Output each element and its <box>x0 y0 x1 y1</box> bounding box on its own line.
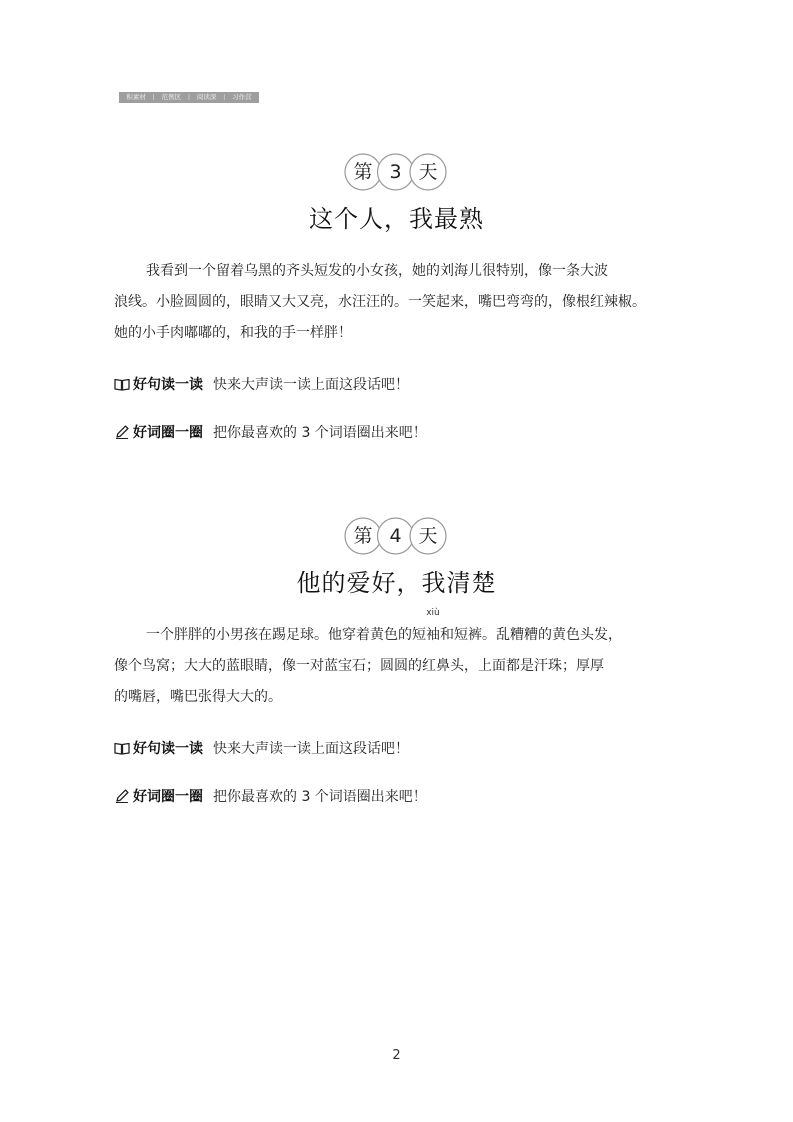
circle-task-text: 把你最喜欢的 3 个词语圈出来吧！ <box>213 425 427 441</box>
badge-char: 第 <box>353 525 373 547</box>
passage <box>114 608 680 713</box>
pinyin: xiù <box>426 608 440 618</box>
read-task <box>114 738 409 758</box>
pencil-icon <box>114 424 130 440</box>
passage-line: 她的小手肉嘟嘟的，和我的手一样胖！ <box>114 325 352 341</box>
day-badge <box>343 152 448 192</box>
tag-item: 习作营 <box>232 93 252 101</box>
ruby-base: 袖 <box>426 627 440 643</box>
circle-task <box>114 422 427 442</box>
read-task-text: 快来大声读一读上面这段话吧！ <box>213 741 409 757</box>
tag-item: 阅读深 <box>196 93 217 101</box>
circle-task <box>114 786 427 806</box>
tag-separator: | <box>187 93 191 101</box>
passage <box>114 256 680 349</box>
page-number: 2 <box>392 1048 401 1063</box>
badge-char: 天 <box>418 525 438 547</box>
circle-task-label: 好词圈一圈 <box>133 425 203 441</box>
read-task-label: 好句读一读 <box>133 377 203 393</box>
day-badge <box>343 516 448 556</box>
badge-number: 3 <box>389 161 402 183</box>
passage-line: 的嘴唇，嘴巴张得大大的。 <box>114 689 282 705</box>
badge-number: 4 <box>389 525 402 547</box>
open-book-icon <box>114 740 130 756</box>
read-task <box>114 374 409 394</box>
tag-item: 范例区 <box>161 93 182 101</box>
read-task-text: 快来大声读一读上面这段话吧！ <box>213 377 409 393</box>
circle-task-label: 好词圈一圈 <box>133 789 203 805</box>
header-tag-bar <box>119 92 259 103</box>
passage-text: 一个胖胖的小男孩在踢足球。他穿着黄色的短 <box>146 627 426 643</box>
passage-text: 和短裤。乱糟糟的黄色头发， <box>440 627 622 643</box>
section-title: 这个人，我最熟 <box>309 205 484 233</box>
badge-char: 第 <box>353 161 373 183</box>
tag-separator: | <box>152 93 155 101</box>
circle-task-text: 把你最喜欢的 3 个词语圈出来吧！ <box>213 789 427 805</box>
open-book-icon <box>114 376 130 392</box>
tag-separator: | <box>223 93 226 101</box>
badge-char: 天 <box>418 161 438 183</box>
read-task-label: 好句读一读 <box>133 741 203 757</box>
passage-line: 像个鸟窝；大大的蓝眼睛，像一对蓝宝石；圆圆的红鼻头，上面都是汗珠；厚厚 <box>114 658 604 674</box>
passage-line <box>114 608 680 651</box>
pencil-icon <box>114 788 130 804</box>
passage-line: 浪线。小脸圆圆的，眼睛又大又亮，水汪汪的。一笑起来，嘴巴弯弯的，像根红辣椒。 <box>114 294 646 310</box>
section-title: 他的爱好，我清楚 <box>296 569 497 597</box>
ruby-annotated-char <box>426 608 440 651</box>
passage-line: 我看到一个留着乌黑的齐头短发的小女孩，她的刘海儿很特别，像一条大波 <box>146 263 608 279</box>
tag-item: 积素材 <box>126 93 146 101</box>
